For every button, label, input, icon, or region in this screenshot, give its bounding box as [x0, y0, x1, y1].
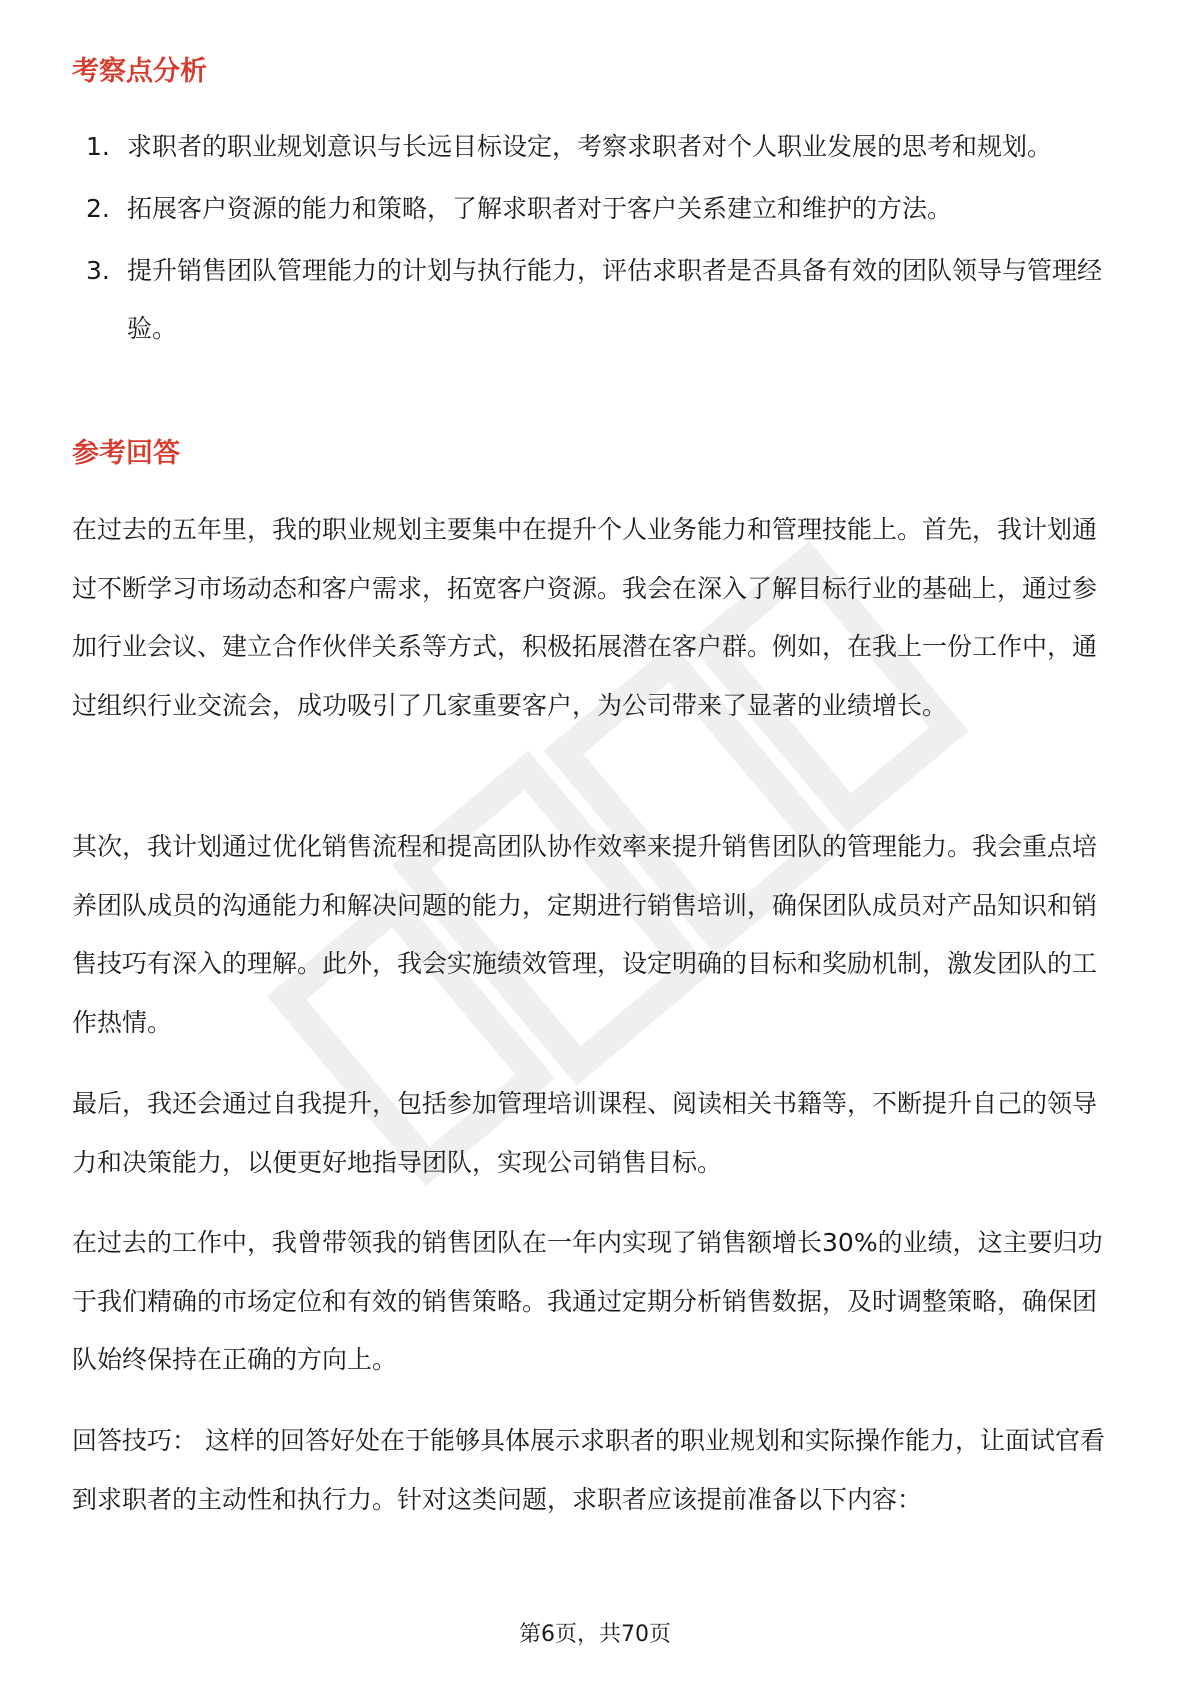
list-item-number: 1.	[86, 132, 110, 161]
list-item	[72, 242, 1117, 358]
analysis-list	[72, 118, 1117, 362]
page-number-footer: 第6页，共70页	[519, 1622, 671, 1647]
list-item-text: 拓展客户资源的能力和策略，了解求职者对于客户关系建立和维护的方法。	[127, 194, 953, 223]
answer-paragraph-2: 其次，我计划通过优化销售流程和提高团队协作效率来提升销售团队的管理能力。我会重点培养团队成员的沟通能力和解决问题的能力，定期进行销售培训，确保团队成员对产品知识和销售技巧有深入的理解。此外，我会实施绩效管理，设定明确的目标和奖励机制，激发团队的工作热情。	[72, 832, 1098, 1037]
answer-paragraph-3: 最后，我还会通过自我提升，包括参加管理培训课程、阅读相关书籍等，不断提升自己的领导力和决策能力，以便更好地指导团队，实现公司销售目标。	[72, 1089, 1098, 1177]
answer-paragraph-4: 在过去的工作中，我曾带领我的销售团队在一年内实现了销售额增长30%的业绩，这主要归功于我们精确的市场定位和有效的销售策略。我通过定期分析销售数据，及时调整策略，确保团队始终保持在正确的方向上。	[72, 1228, 1103, 1374]
list-item-number: 3.	[86, 256, 110, 285]
list-item-text: 提升销售团队管理能力的计划与执行能力，评估求职者是否具备有效的团队领导与管理经验。	[127, 256, 1103, 343]
list-item-number: 2.	[86, 194, 110, 223]
list-item	[72, 118, 1117, 176]
section-title-answer: 参考回答	[72, 438, 180, 469]
list-item	[72, 180, 1117, 238]
section-title-analysis: 考察点分析	[72, 56, 207, 87]
answer-paragraph-1: 在过去的五年里，我的职业规划主要集中在提升个人业务能力和管理技能上。首先，我计划通过不断学习市场动态和客户需求，拓宽客户资源。我会在深入了解目标行业的基础上，通过参加行业会议、建立合作伙伴关系等方式，积极拓展潜在客户群。例如，在我上一份工作中，通过组织行业交流会，成功吸引了几家重要客户，为公司带来了显著的业绩增长。	[72, 515, 1098, 720]
answer-tips-paragraph: 回答技巧： 这样的回答好处在于能够具体展示求职者的职业规划和实际操作能力，让面试官看到求职者的主动性和执行力。针对这类问题，求职者应该提前准备以下内容：	[72, 1426, 1105, 1514]
list-item-text: 求职者的职业规划意识与长远目标设定，考察求职者对个人职业发展的思考和规划。	[127, 132, 1053, 161]
